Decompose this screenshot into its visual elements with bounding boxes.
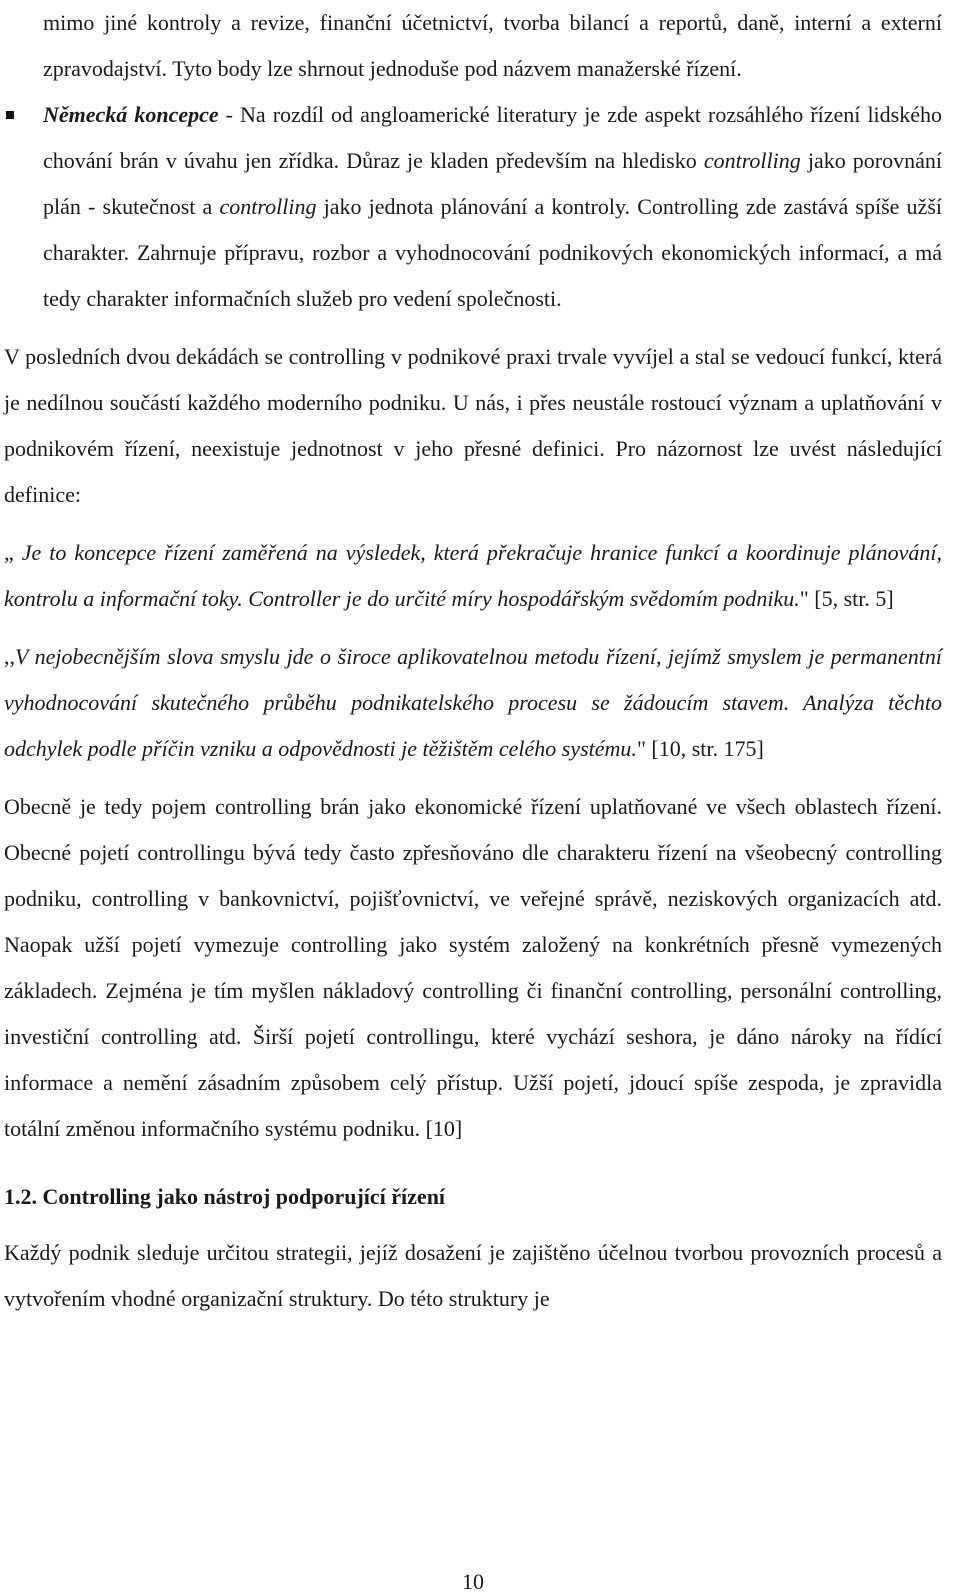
quote-open-mark: ,, (4, 644, 15, 669)
body-paragraph: V posledních dvou dekádách se controlling v podnikové praxi trvale vyvíjel a stal se vedoucí funkcí, která je nedílnou součástí každého moderního podniku. U nás, i přes neustále rostoucí význam a uplatňování v podnikovém řízení, neexistuje jednotnost v jeho přesné definici. Pro názornost lze uvést následující definice: (4, 344, 942, 507)
quote-open-mark: „ (4, 540, 22, 565)
definition-quote (4, 634, 942, 772)
page-number: 10 (462, 1569, 484, 1594)
bullet-text-part: jako porovnání plán - skutečnost a (43, 148, 942, 219)
body-paragraph: Každý podnik sleduje určitou strategii, jejíž dosažení je zajištěno účelnou tvorbou provozních procesů a vytvořením vhodné organizační struktury. Do této struktury je (4, 1240, 942, 1311)
definition-quote (4, 530, 942, 622)
bullet-text-part: - Na rozdíl od angloamerické literatury je zde aspekt rozsáhlého řízení lidského chování brán v úvahu jen zřídka. Důraz je kladen především na hledisko (43, 102, 942, 173)
document-page (4, 0, 942, 1322)
bullet-text-part: jako jednota plánování a kontroly. Controlling zde zastává spíše užší charakter. Zahrnuje přípravu, rozbor a vyhodnocování podnikových ekonomických informací, a má tedy charakter informačních služeb pro vedení společnosti. (43, 194, 942, 311)
bullet-item-german-concept (4, 92, 942, 322)
body-paragraph: Obecně je tedy pojem controlling brán jako ekonomické řízení uplatňované ve všech oblastech řízení. Obecné pojetí controllingu bývá tedy často zpřesňováno dle charakteru řízení na všeobecný controlling podniku, controlling v bankovnictví, pojišťovnictví, ve veřejné správě, neziskových organizacích atd. Naopak užší pojetí vymezuje controlling jako systém založený na konkrétních přesně vymezených základech. Zejména je tím myšlen nákladový controlling či finanční controlling, personální controlling, investiční controlling atd. Širší pojetí controllingu, které vychází seshora, je dáno nároky na řídící informace a nemění zásadním způsobem celý přístup. Užší pojetí, jdoucí spíše zespoda, je zpravidla totální změnou informačního systému podniku. [10] (4, 794, 942, 1141)
bullet-continuation-text: mimo jiné kontroly a revize, finanční účetnictví, tvorba bilancí a reportů, daně, interní a externí zpravodajství. Tyto body lze shrnout jednoduše pod názvem manažerské řízení. (43, 10, 942, 81)
bullet-term: Německá koncepce (43, 102, 219, 127)
italic-term: controlling (219, 194, 317, 219)
quote-text: Je to koncepce řízení zaměřená na výsledek, která překračuje hranice funkcí a koordinuje plánování, kontrolu a informační toky. Controller je do určité míry hospodářským svědomím podniku. (4, 540, 943, 611)
square-bullet-icon (6, 111, 14, 119)
quote-text: V nejobecnějším slova smyslu jde o široce aplikovatelnou metodu řízení, jejímž smyslem je permanentní vyhodnocování skutečného průběhu podnikatelského procesu se žádoucím stavem. Analýza těchto odchylek podle příčin vzniku a odpovědnosti je těžištěm celého systému. (4, 644, 942, 761)
italic-term: controlling (703, 148, 801, 173)
section-heading: 1.2. Controlling jako nástroj podporující řízení (4, 1184, 446, 1209)
quote-citation: " [5, str. 5] (799, 586, 894, 611)
quote-citation: " [10, str. 175] (636, 736, 764, 761)
